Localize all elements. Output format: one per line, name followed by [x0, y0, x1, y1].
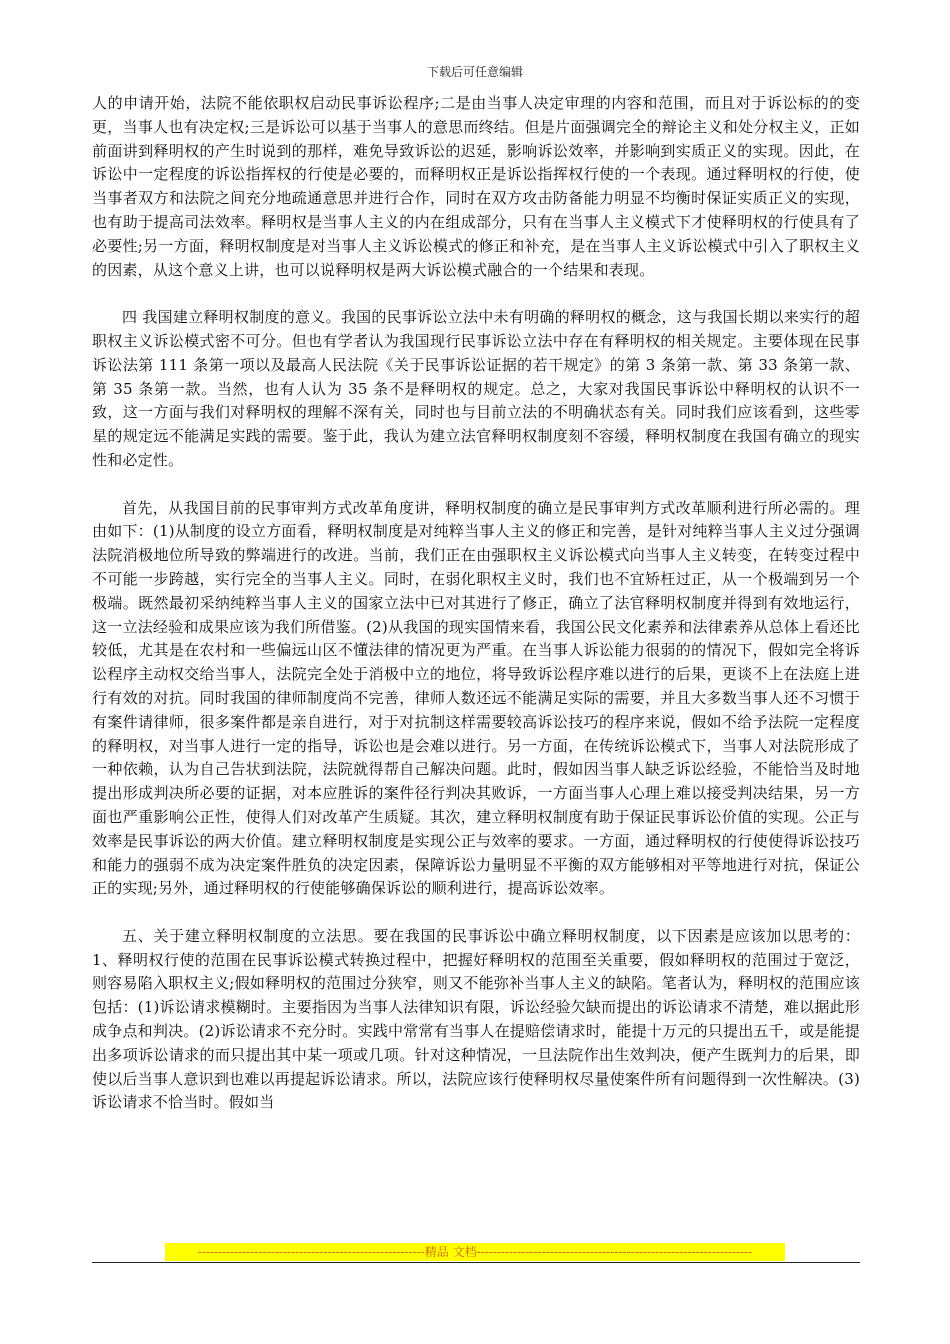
document-body	[92, 92, 860, 1115]
footer-banner: --------------------------------------------------------精品 文档--------------------------------------------------------------------	[165, 1243, 785, 1261]
paragraph-section-four: 四 我国建立释明权制度的意义。我国的民事诉讼立法中未有明确的释明权的概念，这与我国长期以来实行的超职权主义诉讼模式密不可分。但也有学者认为我国现行民事诉讼立法中存在有释明权的相关规定。主要体现在民事诉讼法第 111 条第一项以及最高人民法院《关于民事诉讼证据的若干规定》的第 3 条第一款、第 33 条第一款、第 35 条第一款。当然，也有人认为 35 条不是释明权的规定。总之，大家对我国民事诉讼中释明权的认识不一致，这一方面与我们对释明权的理解不深有关，同时也与目前立法的不明确状态有关。同时我们应该看到，这些零星的规定远不能满足实践的需要。鉴于此，我认为建立法官释明权制度刻不容缓，释明权制度在我国有确立的现实性和必定性。	[92, 308, 860, 469]
paragraph-continuation: 人的申请开始，法院不能依职权启动民事诉讼程序;二是由当事人决定审理的内容和范围，而且对于诉讼标的的变更，当事人也有决定权;三是诉讼可以基于当事人的意思而终结。但是片面强调完全的辩论主义和处分权主义，正如前面讲到释明权的产生时说到的那样，难免导致诉讼的迟延，影响诉讼效率，并影响到实质正义的实现。因此，在诉讼中一定程度的诉讼指挥权的行使是必要的，而释明权正是诉讼指挥权行使的一个表现。通过释明权的行使，使当事者双方和法院之间充分地疏通意思并进行合作，同时在双方攻击防备能力明显不均衡时保证实质正义的实现，也有助于提高司法效率。释明权是当事人主义的内在组成部分，只有在当事人主义模式下才使释明权的行使具有了必要性;另一方面，释明权制度是对当事人主义诉讼模式的修正和补充，是在当事人主义诉讼模式中引入了职权主义的因素，从这个意义上讲，也可以说释明权是两大诉讼模式融合的一个结果和表现。	[92, 94, 860, 279]
page-header: 下载后可任意编辑	[426, 65, 523, 79]
footer-divider	[92, 1262, 860, 1263]
paragraph-first-reason: 首先，从我国目前的民事审判方式改革角度讲，释明权制度的确立是民事审判方式改革顺利进行所必需的。理由如下：(1)从制度的设立方面看，释明权制度是对纯粹当事人主义的修正和完善，是针对纯粹当事人主义过分强调法院消极地位所导致的弊端进行的改进。当前，我们正在由强职权主义诉讼模式向当事人主义转变，在转变过程中不可能一步跨越，实行完全的当事人主义。同时，在弱化职权主义时，我们也不宜矫枉过正，从一个极端到另一个极端。既然最初采纳纯粹当事人主义的国家立法中已对其进行了修正，确立了法官释明权制度并得到有效地运行，这一立法经验和成果应该为我们所借鉴。(2)从我国的现实国情来看，我国公民文化素养和法律素养从总体上看还比较低，尤其是在农村和一些偏远山区不懂法律的情况更为严重。在当事人诉讼能力很弱的的情况下，假如完全将诉讼程序主动权交给当事人，法院完全处于消极中立的地位，将导致诉讼程序难以进行的后果，更谈不上在法庭上进行有效的对抗。同时我国的律师制度尚不完善，律师人数还远不能满足实际的需要，并且大多数当事人还不习惯于有案件请律师，很多案件都是亲自进行，对于对抗制这样需要较高诉讼技巧的程序来说，假如不给予法院一定程度的释明权，对当事人进行一定的指导，诉讼也是会难以进行。另一方面，在传统诉讼模式下，当事人对法院形成了一种依赖，认为自己告状到法院，法院就得帮自己解决问题。此时，假如因当事人缺乏诉讼经验，不能恰当及时地提出形成判决所必要的证据，对本应胜诉的案件径行判决其败诉，一方面当事人心理上难以接受判决结果，另一方面也严重影响公正性，使得人们对改革产生质疑。其次，建立释明权制度有助于保证民事诉讼价值的实现。公正与效率是民事诉讼的两大价值。建立释明权制度是实现公正与效率的要求。一方面，通过释明权的行使使得诉讼技巧和能力的强弱不成为决定案件胜负的决定因素，保障诉讼力量明显不平衡的双方能够相对平等地进行对抗，保证公正的实现;另外，通过释明权的行使能够确保诉讼的顺利进行，提高诉讼效率。	[92, 498, 860, 898]
paragraph-section-five: 五、关于建立释明权制度的立法思。要在我国的民事诉讼中确立释明权制度，以下因素是应该加以思考的：1、释明权行使的范围在民事诉讼模式转换过程中，把握好释明权的范围至关重要，假如释明权的范围过于宽泛，则容易陷入职权主义;假如释明权的范围过分狭窄，则又不能弥补当事人主义的缺陷。笔者认为，释明权的范围应该包括：(1)诉讼请求模糊时。主要指因为当事人法律知识有限，诉讼经验欠缺而提出的诉讼请求不清楚，难以据此形成争点和判决。(2)诉讼请求不充分时。实践中常常有当事人在提赔偿请求时，能提十万元的只提出五千，或是能提出多项诉讼请求的而只提出其中某一项或几项。针对这种情况，一旦法院作出生效判决，便产生既判力的后果，即使以后当事人意识到也难以再提起诉讼请求。所以，法院应该行使释明权尽量使案件所有问题得到一次性解决。(3)诉讼请求不恰当时。假如当	[92, 926, 860, 1112]
